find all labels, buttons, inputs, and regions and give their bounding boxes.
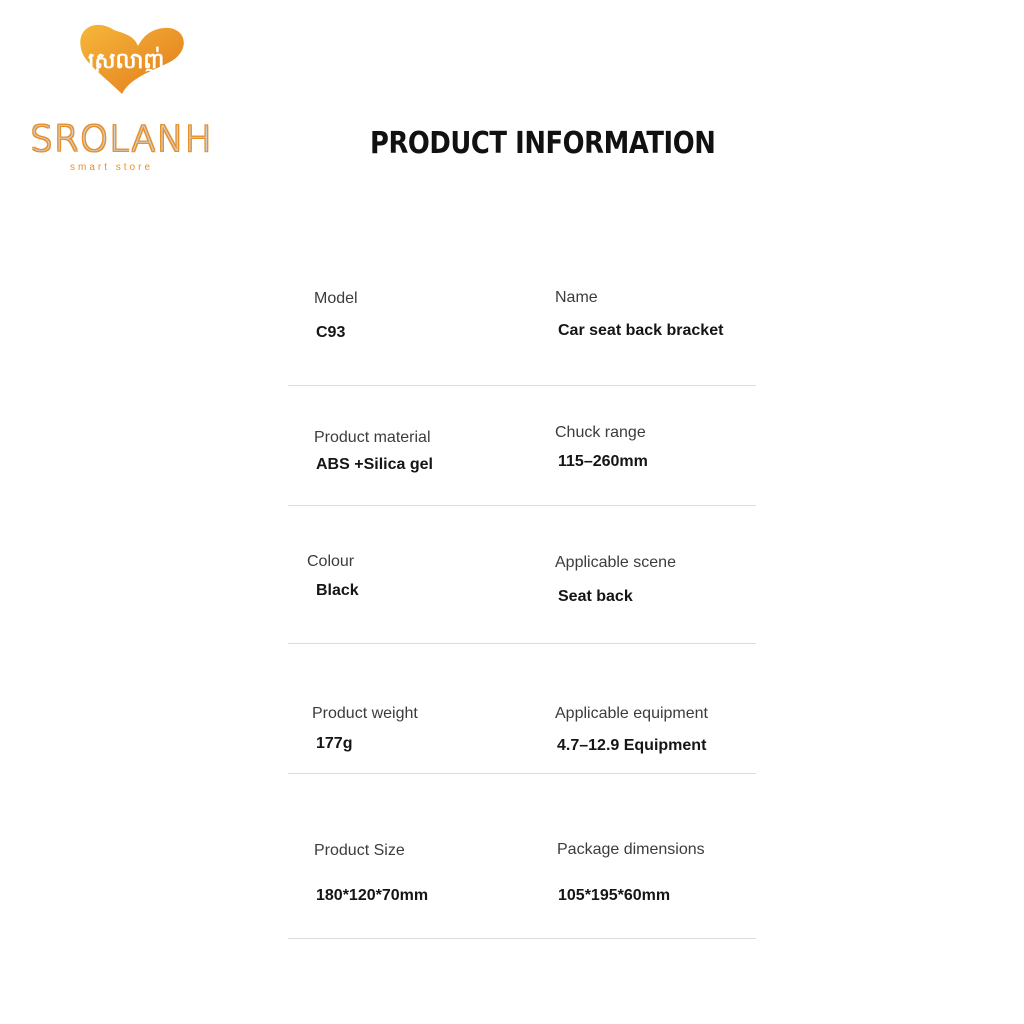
spec-label: Product weight: [312, 705, 418, 722]
spec-value: Seat back: [558, 588, 633, 605]
logo-wordmark: SROLANH: [30, 119, 213, 160]
spec-value: C93: [316, 324, 346, 341]
spec-label: Package dimensions: [557, 841, 705, 858]
spec-label: Applicable equipment: [555, 705, 708, 722]
spec-row-material: [288, 386, 756, 506]
logo-badge-text: ស្រលាញ់: [88, 49, 165, 74]
spec-value: 105*195*60mm: [558, 887, 671, 904]
spec-value: Car seat back bracket: [558, 322, 724, 339]
spec-value: ABS +Silica gel: [316, 456, 433, 473]
spec-label: Name: [555, 289, 598, 306]
spec-row-colour: [288, 506, 756, 644]
spec-label: Chuck range: [555, 424, 646, 441]
spec-value: Black: [316, 582, 359, 599]
brand-logo: [26, 22, 240, 173]
spec-value: 177g: [316, 735, 353, 752]
spec-row-size: [288, 774, 756, 939]
spec-label: Product Size: [314, 842, 405, 859]
heart-badge-icon: [26, 22, 240, 132]
spec-label: Model: [314, 290, 358, 307]
spec-table: [288, 250, 756, 939]
spec-value: 4.7–12.9 Equipment: [557, 737, 707, 754]
spec-row-weight: [288, 644, 756, 774]
page-title: PRODUCT INFORMATION: [370, 126, 716, 161]
logo-tagline: smart store: [70, 162, 154, 173]
spec-label: Colour: [307, 553, 355, 570]
spec-label: Applicable scene: [555, 554, 676, 571]
spec-row-model: [288, 250, 756, 386]
spec-value: 180*120*70mm: [316, 887, 429, 904]
spec-value: 115–260mm: [558, 453, 648, 470]
spec-label: Product material: [314, 429, 431, 446]
